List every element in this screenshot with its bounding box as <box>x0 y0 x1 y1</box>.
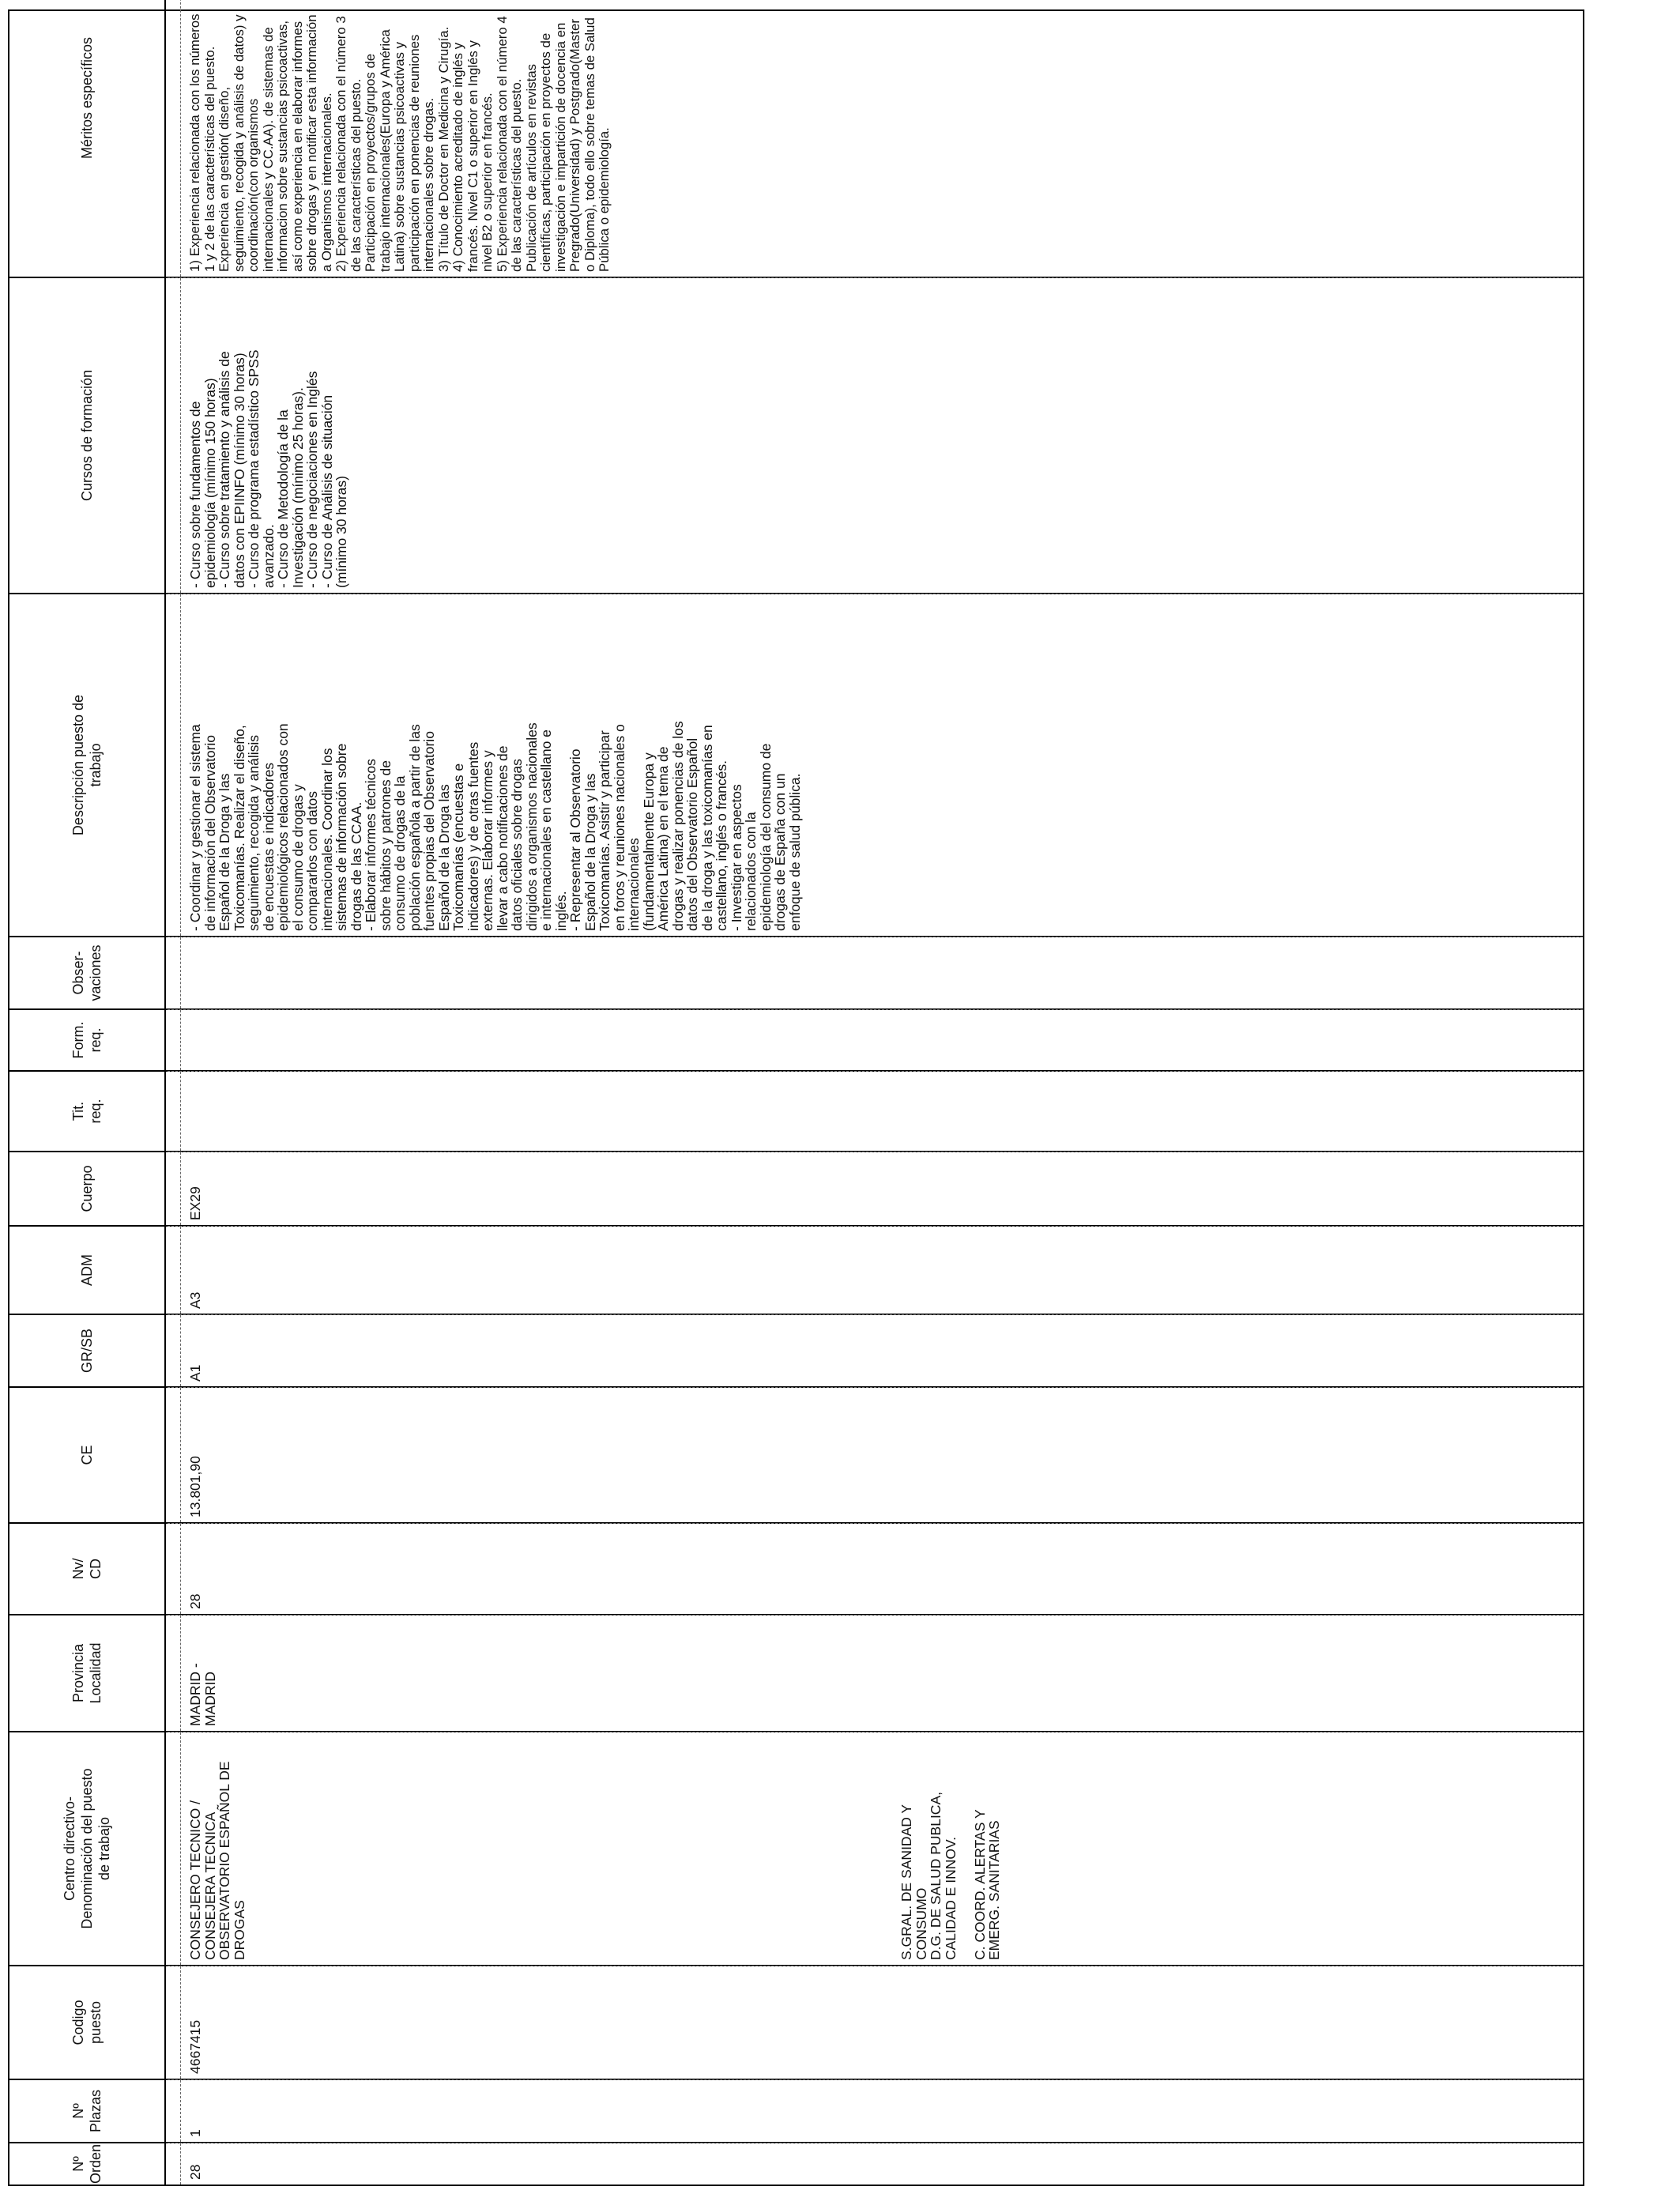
column-adm <box>9 1225 1583 1314</box>
header-cuerpo: Cuerpo <box>9 1152 166 1225</box>
column-ce <box>9 1386 1583 1522</box>
header-titulacion: Tit. req. <box>9 1072 166 1151</box>
header-formacion: Form. req. <box>9 1010 166 1070</box>
column-formacion <box>9 1008 1583 1070</box>
header-grupo: GR/SB <box>9 1315 166 1386</box>
column-observaciones <box>9 936 1583 1008</box>
row-separator <box>168 2080 181 2142</box>
cell-centro: CONSEJERO TECNICO / CONSEJERA TECNICA OBSERVATORIO ESPAÑOL DE DROGAS <box>187 1761 247 1960</box>
header-orden: Nº Orden <box>9 2143 166 2185</box>
header-descripcion: Descripción puesto de trabajo <box>9 594 166 936</box>
row-separator <box>168 1966 181 2079</box>
cell-orden: 28 <box>187 2164 203 2180</box>
column-separator <box>168 277 1583 278</box>
header-codigo: Codigo puesto <box>9 1966 166 2079</box>
column-nivel <box>9 1522 1583 1614</box>
header-cursos: Cursos de formación <box>9 278 166 593</box>
cell-codigo: 4667415 <box>187 2019 203 2074</box>
header-plazas: Nº Plazas <box>9 2080 166 2142</box>
row-separator <box>168 1315 181 1386</box>
column-separator <box>168 1009 1583 1010</box>
cell-meritos: 1) Experiencia relacionada con los números 1 y 2 de las características del puesto. Experiencia en gestión( diseño, seguimiento, recogida y análisis de datos) y coordinación(con organismos internacionales y CC.AA). de sistemas de informacion sobre sustancias psicoactivas, así como experiencia en elaborar informes sobre drogas y en notificar esta información a Organismos internacionales. 2) Experiencia relacionada con el número 3 de las características del puesto. Participación en proyectos/grupos de trabajo internacionales(Europa y América Latina) sobre sustancias psicoactivas y participación en ponencias de reuniones internacionales sobre drogas. 3) Título de Doctor en Medicina y Cirugía. 4) Conocimiento acreditado de inglés y francés. Nivel C1 o superior en Inglés y nivel B2 o superior en francés. 5) Experiencia relacionada con el número 4 de las características del puesto. Publicación de artículos en revistas científicas, participación en proyectos de investigación e impartición de docencia en Pregrado(Universidad) y Postgrado(Master o Diploma), todo ello sobre temas de Salud Pública o epidemiología. <box>187 13 612 272</box>
column-separator <box>168 1226 1583 1227</box>
header-adm: ADM <box>9 1227 166 1314</box>
row-separator <box>168 2143 181 2185</box>
column-codigo <box>9 1965 1583 2079</box>
cell-grupo: A1 <box>187 1364 203 1382</box>
column-separator <box>168 1387 1583 1388</box>
row-separator <box>168 1152 181 1225</box>
column-grupo <box>9 1314 1583 1386</box>
cell-adm: A3 <box>187 1291 203 1309</box>
column-provincia <box>9 1614 1583 1731</box>
row-separator <box>168 0 181 277</box>
header-nivel: Nv/ CD <box>9 1524 166 1614</box>
cell-plazas: 1 <box>187 2129 203 2137</box>
row-separator <box>168 1732 181 1965</box>
row-separator <box>168 594 181 936</box>
column-cuerpo <box>9 1151 1583 1225</box>
row-separator <box>168 1388 181 1522</box>
cell-cursos: - Curso sobre fundamentos de epidemiología (mínimo 150 horas) - Curso sobre tratamiento y análisis de datos con EPIINFO (mínimo 30 horas) - Curso de programa estadístico SPSS avanzado. - Curso de Metodología de la Investigación (mínimo 25 horas). - Curso de negociaciones en Inglés - Curso de Análisis de situación (mínimo 30 horas) <box>187 349 349 588</box>
column-plazas <box>9 2079 1583 2142</box>
column-descripcion <box>9 593 1583 936</box>
column-separator <box>168 1314 1583 1315</box>
header-centro: Centro directivo- Denominación del puesto de trabajo <box>9 1732 166 1965</box>
row-separator <box>168 1227 181 1314</box>
column-meritos <box>9 0 1583 277</box>
row-separator <box>168 1615 181 1731</box>
cell-ce: 13.801,90 <box>187 1456 203 1517</box>
row-separator <box>168 1524 181 1614</box>
cell-unidad: S.GRAL. DE SANIDAD Y CONSUMO D.G. DE SALUD PUBLICA, CALIDAD E INNOV. C. COORD. ALERTAS Y EMERG. SANITARIAS <box>898 1792 1002 1960</box>
row-separator <box>168 1072 181 1151</box>
job-table <box>8 9 1584 2186</box>
column-titulacion <box>9 1070 1583 1151</box>
cell-nivel: 28 <box>187 1593 203 1609</box>
cell-cuerpo: EX29 <box>187 1186 203 1220</box>
row-separator <box>168 1010 181 1070</box>
header-provincia: Provincia Localidad <box>9 1615 166 1731</box>
column-separator <box>168 2079 1583 2080</box>
row-separator <box>168 937 181 1008</box>
header-observaciones: Obser- vaciones <box>9 937 166 1008</box>
column-separator <box>168 1523 1583 1524</box>
cell-provincia: MADRID - MADRID <box>187 1663 218 1726</box>
header-meritos: Méritos específicos <box>9 0 166 277</box>
cell-descripcion: - Coordinar y gestionar el sistema de información del Observatorio Español de la Droga y las Toxicomanías. Realizar el diseño, seguimiento, recogida y análisis de encuestas e indicadores epidemiológicos relacionados con el consumo de drogas y compararlos con datos internacionales. Coordinar los sistemas de información sobre drogas de las CCAA. - Elaborar informes técnicos sobre hábitos y patrones de consumo de drogas de la población española a partir de las fuentes propias del Observatorio Español de la Droga las Toxicomanías (encuestas e indicadores) y de otras fuentes externas. Elaborar informes y llevar a cabo notificaciones de datos oficiales sobre drogas dirigidos a organismos nacionales e internacionales en castellano e inglés. - Representar al Observatorio Español de la Droga y las Toxicomanías. Asistir y participar en foros y reuniones nacionales o internacionales (fundamentalmente Europa y América Latina) en el tema de drogas y realizar ponencias de los datos del Observatorio Español de la droga y las toxicomanías en castellano, inglés o francés. - Investigar en aspectos relacionados con la epidemiología del consumo de drogas de España con un enfoque de salud pública. <box>187 721 803 931</box>
column-orden <box>9 2142 1583 2185</box>
header-ce: CE <box>9 1388 166 1522</box>
column-centro <box>9 1731 1583 1965</box>
column-separator <box>168 1071 1583 1072</box>
row-separator <box>168 278 181 593</box>
column-cursos <box>9 277 1583 593</box>
